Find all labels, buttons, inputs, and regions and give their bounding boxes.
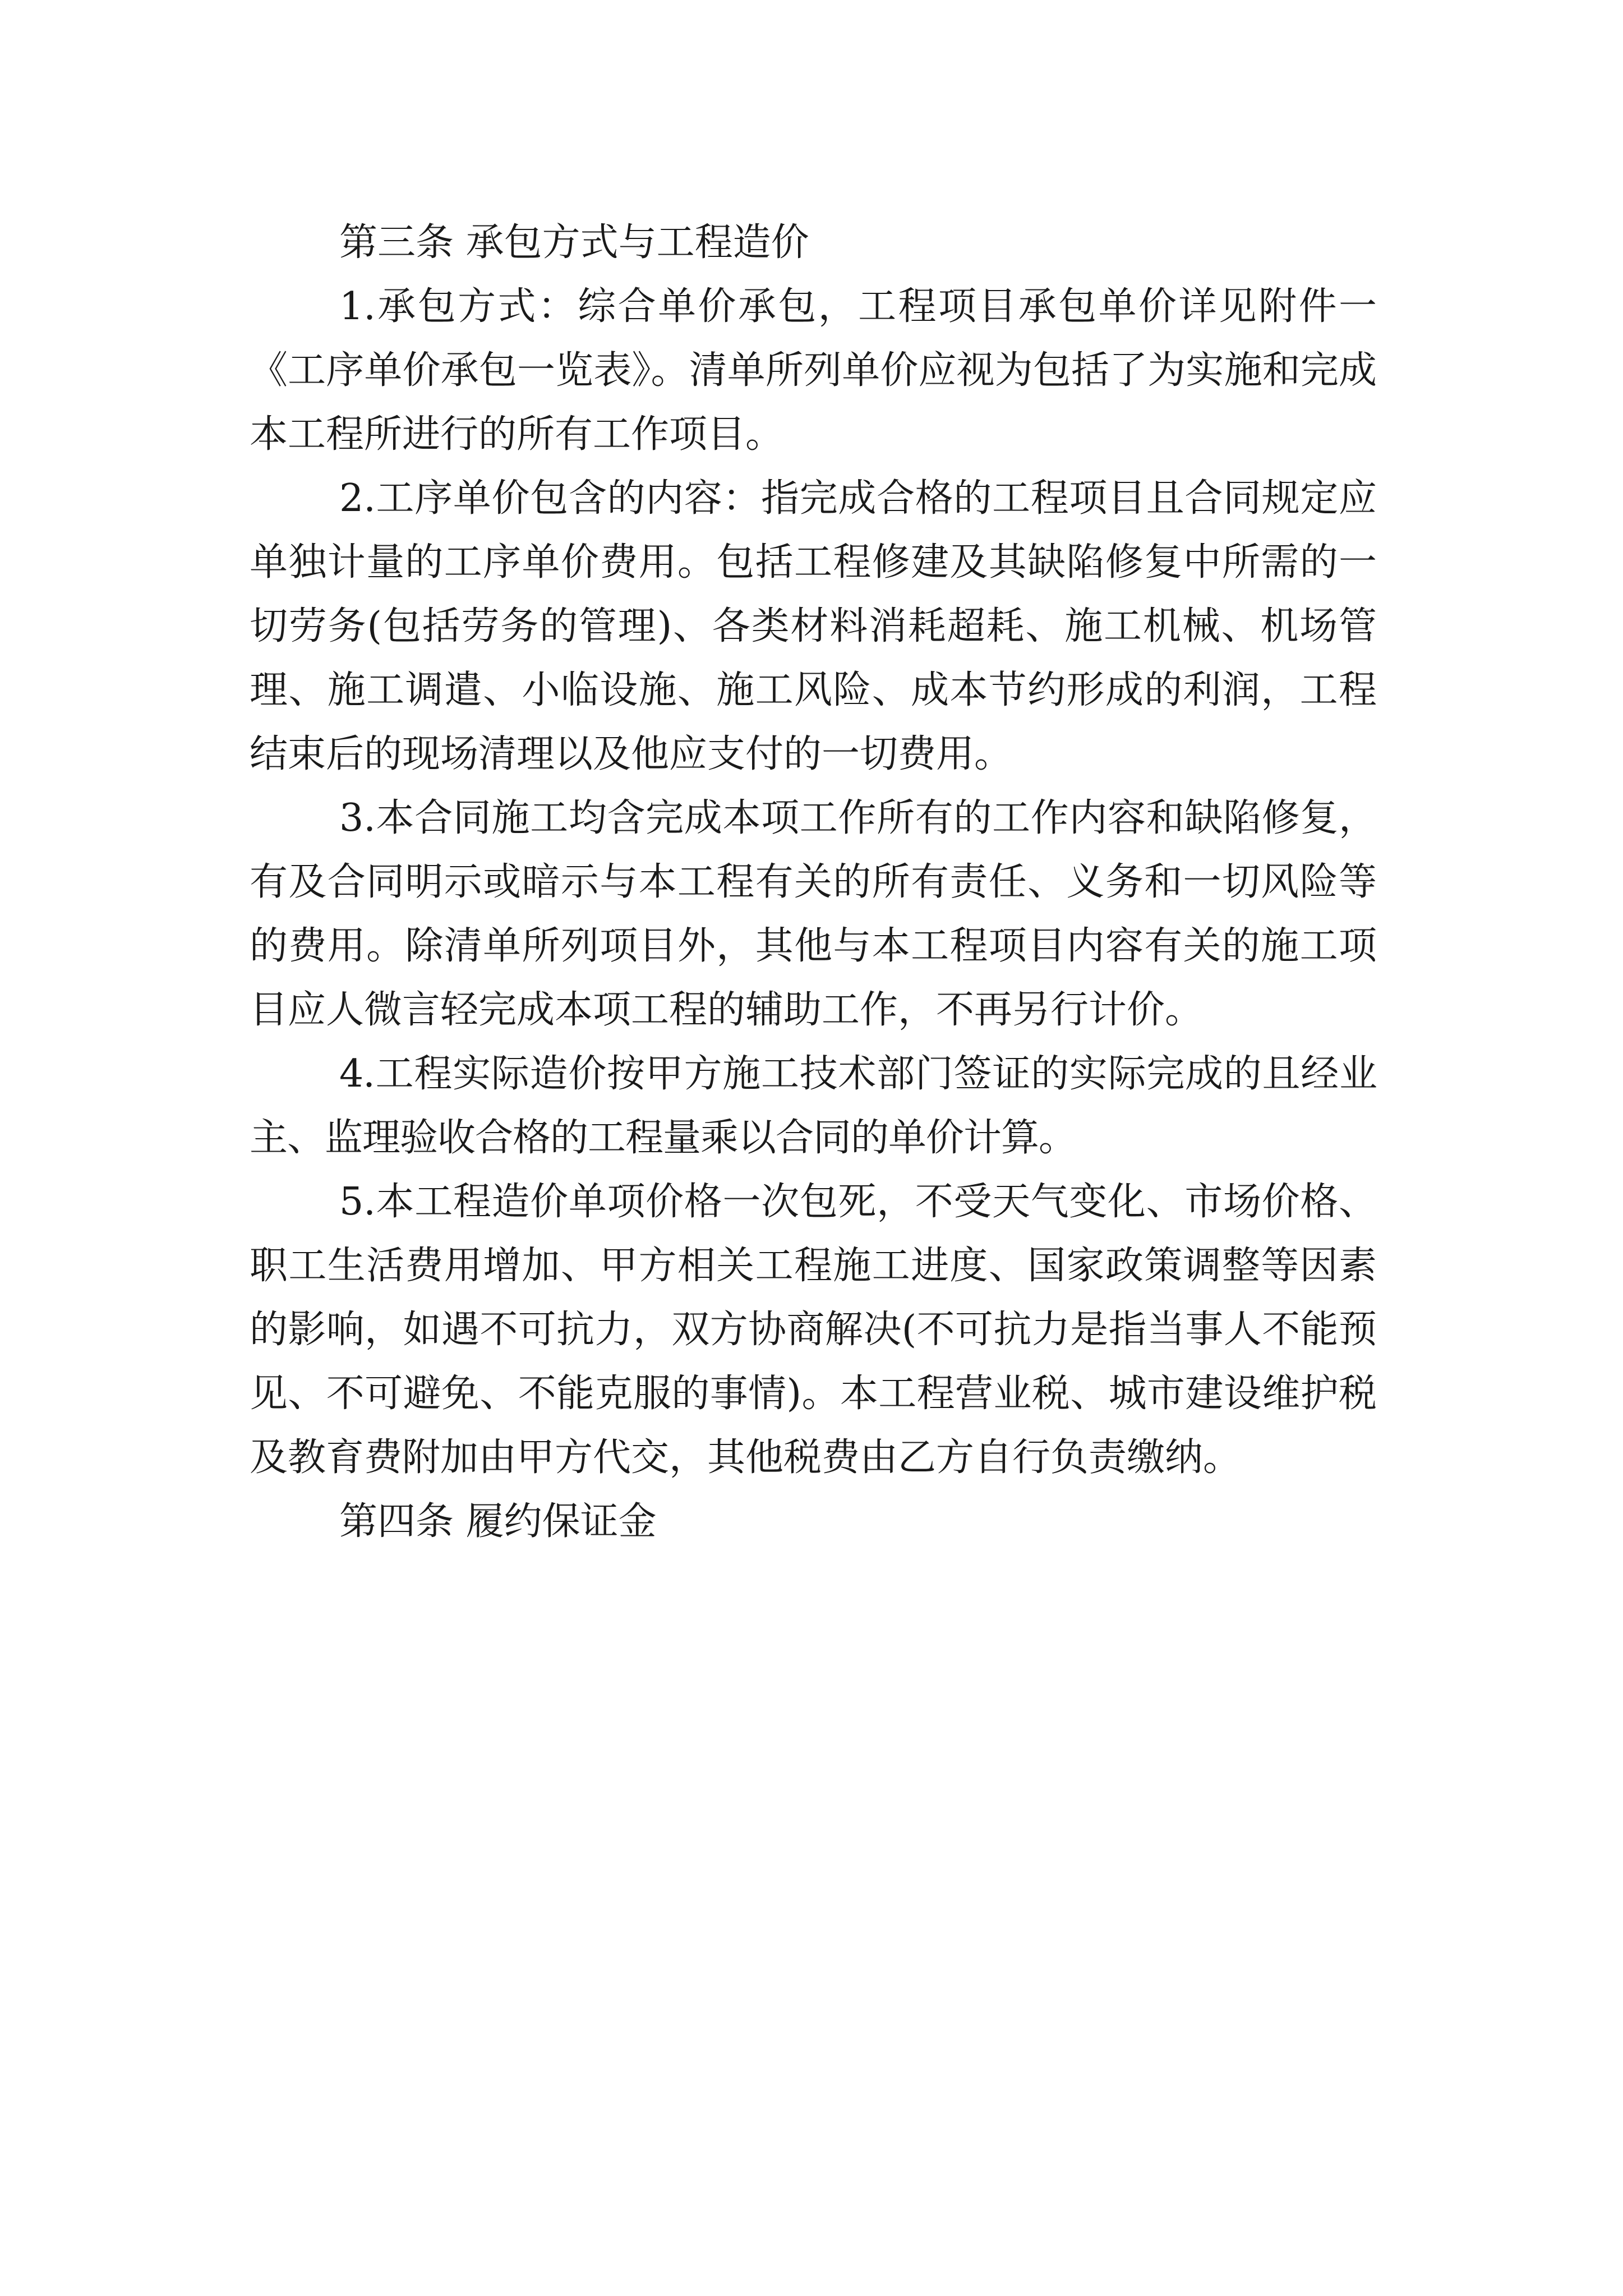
article-3-heading: 第三条 承包方式与工程造价 [339, 220, 809, 265]
article-4-heading: 第四条 履约保证金 [339, 1499, 657, 1544]
clause-4-paragraph: 4.工程实际造价按甲方施工技术部门签证的实际完成的且经业主、监理验收合格的工程量乘以合同的单价计算。 [250, 1052, 1377, 1160]
clause-1-paragraph: 1.承包方式：综合单价承包，工程项目承包单价详见附件一《工序单价承包一览表》。清单所列单价应视为包括了为实施和完成本工程所进行的所有工作项目。 [250, 284, 1377, 457]
clause-3-paragraph: 3.本合同施工均含完成本项工作所有的工作内容和缺陷修复，有及合同明示或暗示与本工程有关的所有责任、义务和一切风险等的费用。除清单所列项目外，其他与本工程项目内容有关的施工项目应人微言轻完成本项工程的辅助工作，不再另行计价。 [250, 796, 1377, 1032]
clause-5-paragraph: 5.本工程造价单项价格一次包死，不受天气变化、市场价格、职工生活费用增加、甲方相关工程施工进度、国家政策调整等因素的影响，如遇不可抗力，双方协商解决(不可抗力是指当事人不能预见、不可避免、不能克服的事情)。本工程营业税、城市建设维护税及教育费附加由甲方代交，其他税费由乙方自行负责缴纳。 [250, 1180, 1377, 1480]
document-page [250, 211, 1377, 1554]
clause-2-paragraph: 2.工序单价包含的内容：指完成合格的工程项目且合同规定应单独计量的工序单价费用。包括工程修建及其缺陷修复中所需的一切劳务(包括劳务的管理)、各类材料消耗超耗、施工机械、机场管理、施工调遣、小临设施、施工风险、成本节约形成的利润，工程结束后的现场清理以及他应支付的一切费用。 [250, 476, 1377, 776]
